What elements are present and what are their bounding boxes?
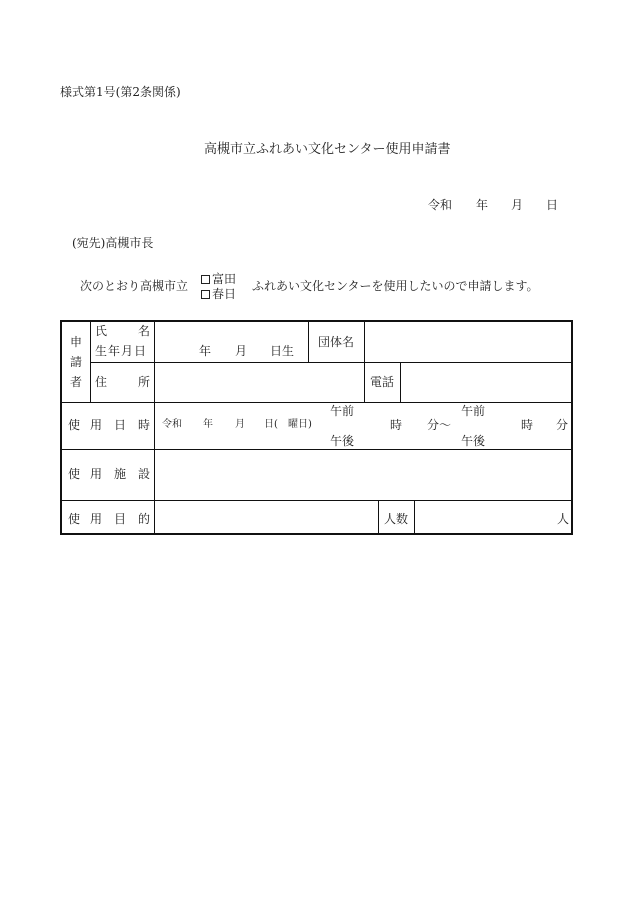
option-kasuga[interactable] [201,288,236,300]
purpose-label-2: 用 [90,512,103,526]
option-kasuga-label: 春日 [212,287,237,301]
start-minute-label: 分〜 [427,418,452,432]
date-label-1: 使 [68,418,81,432]
row-divider-applicant-date [62,402,573,403]
applicant-label-1: 申 [70,335,83,349]
name-label-1: 氏 [95,324,108,338]
start-hour-label: 時 [390,418,403,432]
col-divider-address-phone [364,362,365,402]
people-input[interactable] [415,501,573,535]
use-era: 令和 [162,419,182,430]
date-month-label: 月 [511,198,524,212]
date-year-label: 年 [476,198,489,212]
facility-label-4: 設 [138,467,151,481]
name-birth-input[interactable] [155,322,307,362]
birth-label: 生年月日 [95,344,148,358]
purpose-label-3: 目 [114,512,127,526]
people-label: 人数 [384,512,409,526]
col-divider-purpose-people [378,500,379,535]
end-am-label: 午前 [461,404,486,418]
facility-label-2: 用 [90,467,103,481]
name-label-2: 名 [138,324,151,338]
purpose-input[interactable] [155,501,378,535]
purpose-label-4: 的 [138,512,151,526]
address-label-1: 住 [95,375,108,389]
date-day-label: 日 [546,198,559,212]
address-input[interactable] [155,363,364,402]
use-day-label: 日( [264,419,278,430]
birth-year-label: 年 [199,344,212,358]
col-divider-applicant [90,322,91,402]
option-tonda[interactable] [201,273,236,285]
use-year-label: 年 [203,419,213,430]
applicant-label-2: 請 [70,355,83,369]
addressee: (宛先)高槻市長 [72,236,154,250]
facility-label-3: 施 [114,467,127,481]
intro-suffix: ふれあい文化センターを使用したいので申請します。 [252,279,539,293]
date-label-3: 日 [114,418,127,432]
start-am-label: 午前 [330,404,355,418]
form-number: 様式第1号(第2条関係) [60,85,181,99]
birth-day-label: 日生 [270,344,295,358]
start-pm-label: 午後 [330,434,355,448]
address-label-2: 所 [138,375,151,389]
people-unit: 人 [557,512,570,526]
end-minute-label: 分 [556,418,569,432]
facility-label-1: 使 [68,467,81,481]
date-label-2: 用 [90,418,103,432]
purpose-label-1: 使 [68,512,81,526]
application-form-table [60,320,573,535]
checkbox-kasuga[interactable] [201,290,210,299]
checkbox-tonda[interactable] [201,275,210,284]
group-name-label: 団体名 [318,335,355,349]
option-tonda-label: 富田 [212,272,237,286]
phone-label: 電話 [370,375,395,389]
date-era: 令和 [428,198,453,212]
birth-month-label: 月 [235,344,248,358]
applicant-label-3: 者 [70,375,83,389]
group-name-input[interactable] [365,322,573,362]
facility-input[interactable] [155,450,573,500]
form-title: 高槻市立ふれあい文化センター使用申請書 [204,142,451,157]
end-pm-label: 午後 [461,434,486,448]
use-month-label: 月 [235,419,245,430]
end-hour-label: 時 [521,418,534,432]
intro-prefix: 次のとおり高槻市立 [80,279,189,293]
date-label-4: 時 [138,418,151,432]
col-divider-birth-group [308,322,309,362]
phone-input[interactable] [401,363,573,402]
use-weekday-label: 曜日) [288,419,312,430]
